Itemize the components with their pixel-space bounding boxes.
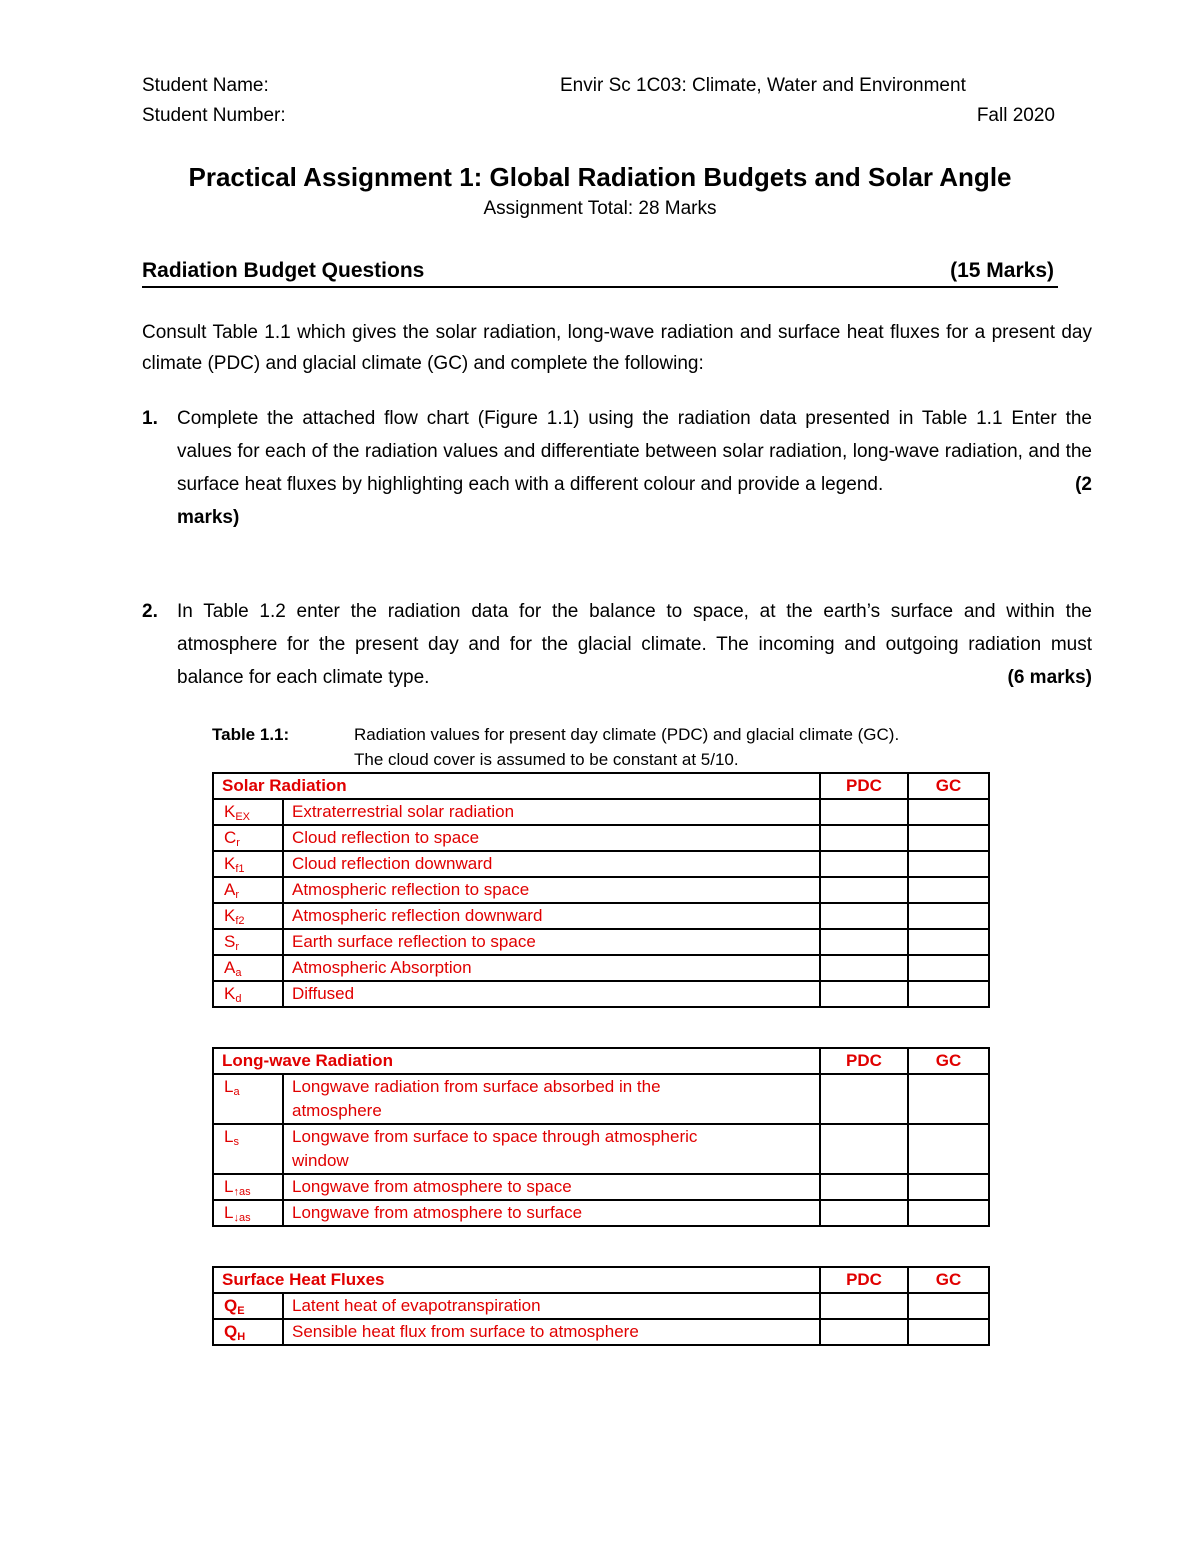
question-text: Complete the attached flow chart (Figure 1.1) using the radiation data presented in Table 1.1 Enter the values for each of the radiation values and differentiate between solar radiation, long-wave radiation, and the surface heat fluxes by highlighting each with a different colour and provide a legend. — [177, 408, 1092, 495]
symbol-cell: $S_r$ — [213, 929, 283, 955]
question-marks: (6 marks) — [1007, 667, 1092, 688]
table-row — [213, 1174, 989, 1200]
gc-value-cell[interactable] — [908, 877, 989, 903]
term: Fall 2020 — [976, 105, 1055, 126]
student-number-label: Student Number: — [142, 105, 286, 126]
question-number: 1. — [142, 408, 158, 429]
pdc-value-cell[interactable] — [820, 929, 908, 955]
description-cell: Longwave from atmosphere to surface — [283, 1200, 820, 1226]
table-header-row — [213, 1267, 989, 1293]
question-body — [177, 595, 1092, 694]
table-row — [213, 1319, 989, 1345]
pdc-value-cell[interactable] — [820, 1124, 908, 1174]
pdc-value-cell[interactable] — [820, 877, 908, 903]
col-pdc: PDC — [820, 1048, 908, 1074]
table-heading: Surface Heat Fluxes — [213, 1267, 820, 1293]
description-cell: Diffused — [283, 981, 820, 1007]
col-gc: GC — [908, 773, 989, 799]
symbol-cell: $K_d$ — [213, 981, 283, 1007]
table-row — [213, 903, 989, 929]
pdc-value-cell[interactable] — [820, 1319, 908, 1345]
gc-value-cell[interactable] — [908, 825, 989, 851]
description-cell: Extraterrestrial solar radiation — [283, 799, 820, 825]
caption-line: Radiation values for present day climate (PDC) and glacial climate (GC). — [354, 725, 900, 744]
table-row — [213, 929, 989, 955]
symbol-cell: $A_r$ — [213, 877, 283, 903]
symbol-cell: $L_s$ — [213, 1124, 283, 1174]
symbol-cell: $A_a$ — [213, 955, 283, 981]
description-cell: Longwave from atmosphere to space — [283, 1174, 820, 1200]
table-row — [213, 799, 989, 825]
pdc-value-cell[interactable] — [820, 1074, 908, 1124]
course-title: Envir Sc 1C03: Climate, Water and Environment — [560, 75, 966, 96]
description-cell: Earth surface reflection to space — [283, 929, 820, 955]
caption-line: The cloud cover is assumed to be constant at 5/10. — [354, 750, 739, 769]
description-cell: Longwave radiation from surface absorbed in the atmosphere — [283, 1074, 820, 1124]
table-header-row — [213, 773, 989, 799]
gc-value-cell[interactable] — [908, 1124, 989, 1174]
section-title: Radiation Budget Questions — [142, 259, 425, 282]
description-cell: Longwave from surface to space through atmospheric window — [283, 1124, 820, 1174]
table-row — [213, 1293, 989, 1319]
description-cell: Latent heat of evapotranspiration — [283, 1293, 820, 1319]
table-heading: Long-wave Radiation — [213, 1048, 820, 1074]
col-pdc: PDC — [820, 773, 908, 799]
pdc-value-cell[interactable] — [820, 1293, 908, 1319]
pdc-value-cell[interactable] — [820, 903, 908, 929]
col-gc: GC — [908, 1267, 989, 1293]
surface-heat-fluxes-table — [212, 1266, 990, 1346]
question-number: 2. — [142, 601, 158, 622]
table-caption-label: Table 1.1: — [212, 725, 290, 744]
pdc-value-cell[interactable] — [820, 981, 908, 1007]
table-caption-text — [354, 722, 994, 772]
gc-value-cell[interactable] — [908, 955, 989, 981]
symbol-cell: $L_a$ — [213, 1074, 283, 1124]
table-heading: Solar Radiation — [213, 773, 820, 799]
table-row — [213, 1124, 989, 1174]
solar-radiation-table — [212, 772, 990, 1008]
col-pdc: PDC — [820, 1267, 908, 1293]
question-marks: (2 — [1075, 474, 1092, 495]
symbol-cell: $Q_H$ — [213, 1319, 283, 1345]
table-row — [213, 1074, 989, 1124]
table-row — [213, 955, 989, 981]
gc-value-cell[interactable] — [908, 1074, 989, 1124]
symbol-cell: $L_{↑as}$ — [213, 1174, 283, 1200]
gc-value-cell[interactable] — [908, 903, 989, 929]
pdc-value-cell[interactable] — [820, 955, 908, 981]
page-title: Practical Assignment 1: Global Radiation Budgets and Solar Angle — [188, 162, 1012, 192]
gc-value-cell[interactable] — [908, 799, 989, 825]
col-gc: GC — [908, 1048, 989, 1074]
student-name-label: Student Name: — [142, 75, 269, 96]
description-cell: Atmospheric Absorption — [283, 955, 820, 981]
pdc-value-cell[interactable] — [820, 1200, 908, 1226]
gc-value-cell[interactable] — [908, 851, 989, 877]
gc-value-cell[interactable] — [908, 1174, 989, 1200]
symbol-cell: $K_{f1}$ — [213, 851, 283, 877]
description-cell: Atmospheric reflection downward — [283, 903, 820, 929]
question-body — [177, 402, 1092, 534]
pdc-value-cell[interactable] — [820, 825, 908, 851]
symbol-cell: $L_{↓as}$ — [213, 1200, 283, 1226]
table-row — [213, 851, 989, 877]
pdc-value-cell[interactable] — [820, 1174, 908, 1200]
symbol-cell: $Q_E$ — [213, 1293, 283, 1319]
gc-value-cell[interactable] — [908, 1293, 989, 1319]
symbol-cell: $C_r$ — [213, 825, 283, 851]
question-marks-cont: marks) — [177, 507, 240, 528]
table-header-row — [213, 1048, 989, 1074]
section-marks: (15 Marks) — [950, 259, 1054, 282]
table-row — [213, 877, 989, 903]
gc-value-cell[interactable] — [908, 1200, 989, 1226]
section-heading — [142, 256, 1058, 288]
gc-value-cell[interactable] — [908, 929, 989, 955]
description-cell: Cloud reflection to space — [283, 825, 820, 851]
table-row — [213, 1200, 989, 1226]
symbol-cell: $K_{EX}$ — [213, 799, 283, 825]
pdc-value-cell[interactable] — [820, 851, 908, 877]
description-cell: Sensible heat flux from surface to atmosphere — [283, 1319, 820, 1345]
pdc-value-cell[interactable] — [820, 799, 908, 825]
table-row — [213, 981, 989, 1007]
table-row — [213, 825, 989, 851]
longwave-radiation-table — [212, 1047, 990, 1227]
symbol-cell: $K_{f2}$ — [213, 903, 283, 929]
description-cell: Atmospheric reflection to space — [283, 877, 820, 903]
gc-value-cell[interactable] — [908, 981, 989, 1007]
description-cell: Cloud reflection downward — [283, 851, 820, 877]
intro-paragraph: Consult Table 1.1 which gives the solar radiation, long-wave radiation and surface heat fluxes for a present day climate (PDC) and glacial climate (GC) and complete the following: — [142, 322, 1092, 374]
question-text: In Table 1.2 enter the radiation data for the balance to space, at the earth’s surface and within the atmosphere for the present day and for the glacial climate. The incoming and outgoing radiation must balance for each climate type. — [177, 601, 1092, 688]
assignment-total: Assignment Total: 28 Marks — [483, 198, 717, 219]
gc-value-cell[interactable] — [908, 1319, 989, 1345]
